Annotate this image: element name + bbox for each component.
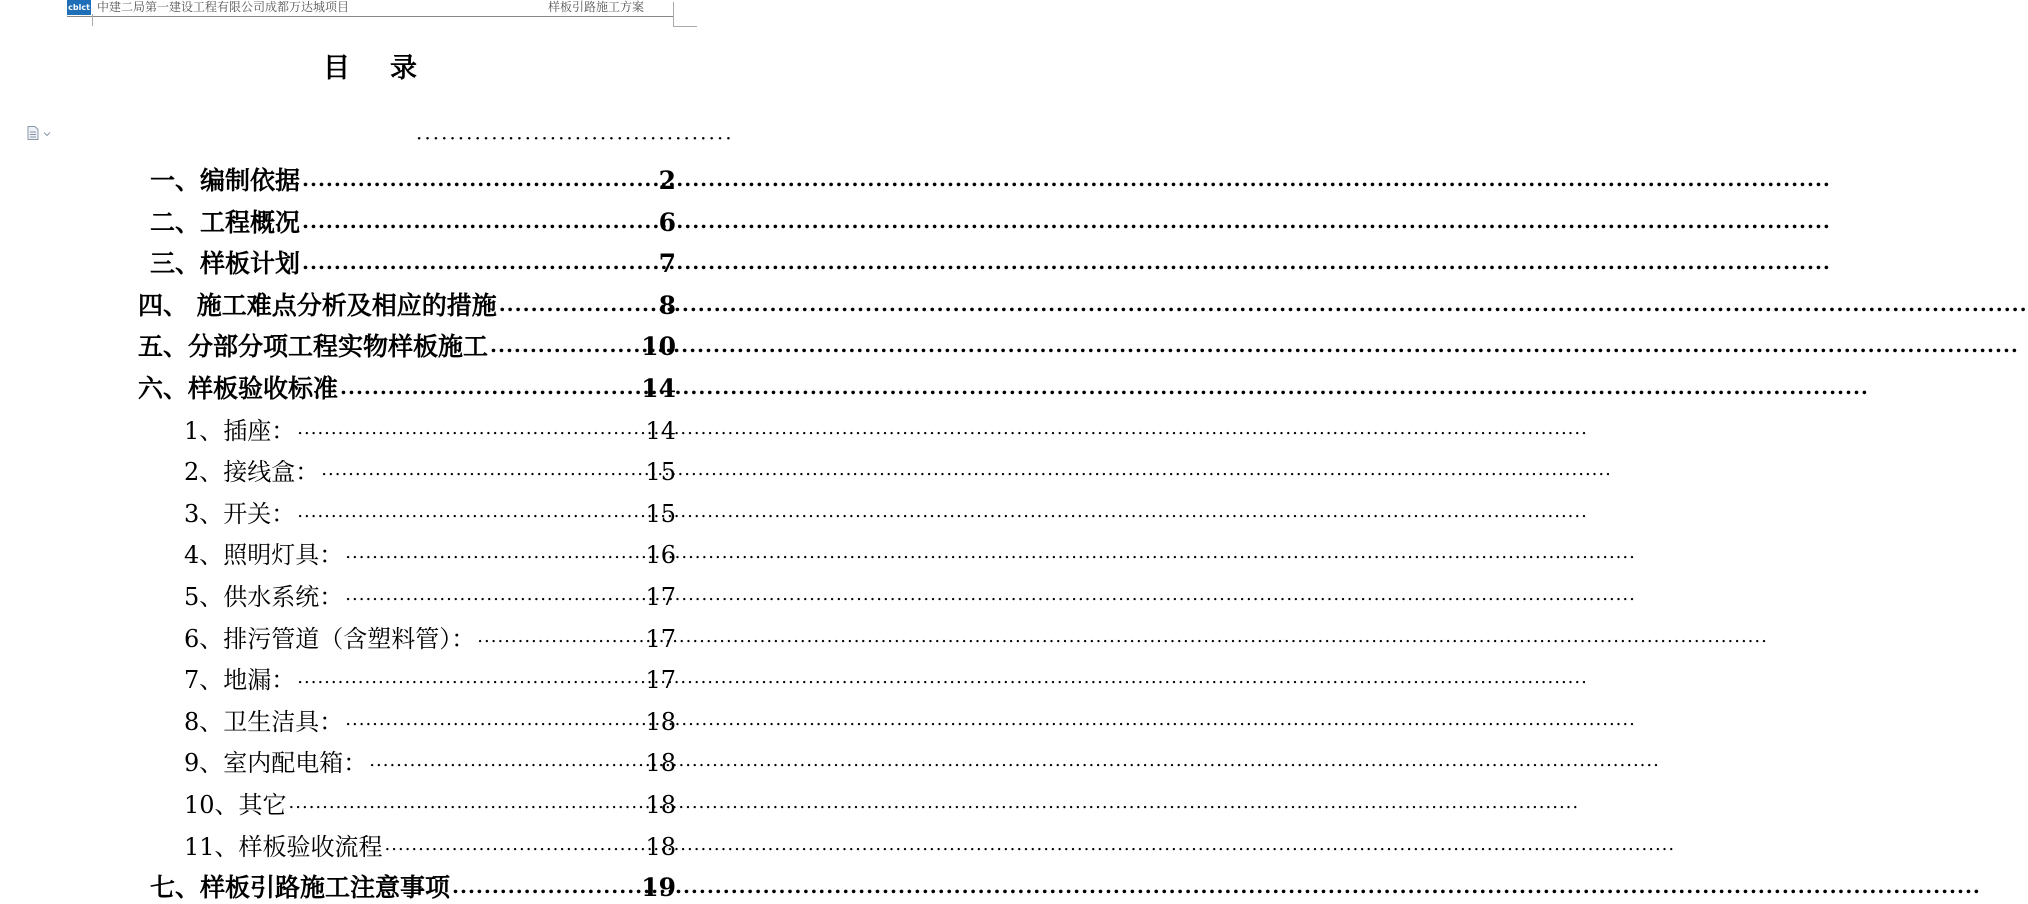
toc-entry[interactable] [150, 864, 676, 904]
toc-leader-dots [289, 795, 644, 821]
toc-entry-label: 9、室内配电箱： [184, 749, 368, 778]
toc-entry-page: 14 [641, 374, 676, 403]
crop-mark-left [92, 14, 93, 26]
toc-entry[interactable] [184, 739, 676, 779]
toc-entry-label: 6、排污管道（含塑料管）： [184, 624, 476, 653]
toc-entry[interactable] [150, 240, 676, 280]
toc-entry-page: 18 [645, 749, 676, 778]
toc-entry[interactable] [184, 781, 676, 821]
toc-entry-label: 4、照明灯具： [184, 541, 344, 570]
toc-leader-dots [345, 587, 643, 613]
toc-entry[interactable] [184, 615, 676, 655]
toc-entry[interactable] [138, 323, 676, 363]
toc-entry-page: 6 [658, 207, 676, 237]
toc-entry[interactable] [184, 407, 676, 447]
toc-leader-dots [345, 712, 643, 738]
toc-entry-label: 一、编制依据 [150, 166, 301, 195]
toc-leader-dots [452, 878, 639, 904]
toc-leader-dots [297, 421, 643, 447]
crop-mark-right [673, 2, 674, 26]
company-logo: cblct [67, 0, 91, 15]
header-rule [67, 16, 673, 17]
crop-mark-right-horizontal [673, 26, 697, 27]
toc-entry[interactable] [184, 448, 676, 488]
toc-entry-page: 17 [645, 624, 676, 653]
toc-entry[interactable] [184, 698, 676, 738]
toc-leader-dots [369, 753, 643, 779]
toc-leader-dots [477, 629, 643, 655]
toc-leader-dots [302, 213, 657, 239]
toc-entry[interactable] [184, 823, 676, 863]
toc-entry-label: 1、插座： [184, 416, 296, 445]
company-name: 中建二局第一建设工程有限公司成都万达城项目 [97, 0, 350, 14]
toc-entry-page: 8 [658, 290, 676, 320]
toc-leader-dots [302, 171, 657, 197]
page-header [0, 0, 778, 28]
toc-leader-dots [345, 545, 643, 571]
document-title: 样板引路施工方案 [548, 0, 645, 14]
toc-leader-dots [297, 670, 643, 696]
toc-entry-page: 18 [645, 707, 676, 736]
toc-entry-page: 10 [641, 332, 676, 362]
toc-entry-page: 17 [645, 583, 676, 611]
toc-entry-label: 11、样板验收流程 [184, 832, 383, 861]
toc-entry-label: 7、地漏： [184, 666, 296, 695]
toc-entry[interactable] [184, 490, 676, 530]
toc-entry-page: 14 [645, 416, 676, 445]
toc-entry-label: 七、样板引路施工注意事项 [150, 873, 451, 903]
toc-title: 目录 [323, 53, 457, 84]
toc-entry[interactable] [150, 199, 676, 239]
toc-entry-label: 5、供水系统： [184, 583, 344, 611]
toc-entry-label: 8、卫生洁具： [184, 707, 344, 736]
toc-entry-label: 四、 施工难点分析及相应的措施 [138, 290, 497, 320]
toc-leader-dots [297, 504, 643, 530]
toc-entry-page: 17 [645, 666, 676, 695]
toc-leader-dots [321, 462, 643, 488]
toc-entry-page: 19 [641, 873, 676, 903]
toc-entry-label: 五、分部分项工程实物样板施工 [138, 332, 489, 362]
toc-entry[interactable] [150, 157, 676, 197]
toc-leader-dots [385, 837, 644, 863]
toc-entry-label: 三、样板计划 [150, 249, 301, 279]
toc-entry[interactable] [184, 531, 676, 571]
toc-entry-label: 3、开关： [184, 499, 296, 528]
toc-leader-dots [490, 337, 639, 363]
toc-leader-continuation: ······································ [416, 126, 734, 150]
toc-leader-dots [499, 296, 657, 322]
toc-entry-label: 2、接线盒： [184, 458, 320, 487]
toc-entry-label: 10、其它 [184, 791, 287, 819]
toc-leader-dots [340, 379, 639, 405]
toc-leader-dots [302, 254, 657, 280]
toc-entry[interactable] [184, 573, 676, 613]
toc-entry-label: 二、工程概况 [150, 207, 301, 237]
toc-entry-label: 六、样板验收标准 [138, 374, 339, 403]
toc-entry-page: 16 [645, 541, 676, 570]
toc-entry[interactable] [184, 656, 676, 696]
toc-entry-page: 18 [645, 791, 676, 819]
chevron-down-icon[interactable] [43, 131, 51, 137]
toc-entry[interactable] [138, 282, 676, 322]
toc-entry-page: 15 [645, 499, 676, 528]
toc-entry-page: 15 [645, 458, 676, 487]
document-icon[interactable] [27, 126, 39, 140]
toc-entry-page: 2 [658, 166, 676, 195]
toc-entry-page: 18 [645, 832, 676, 861]
toc-entry[interactable] [138, 365, 676, 405]
toc-entry-page: 7 [658, 249, 676, 279]
